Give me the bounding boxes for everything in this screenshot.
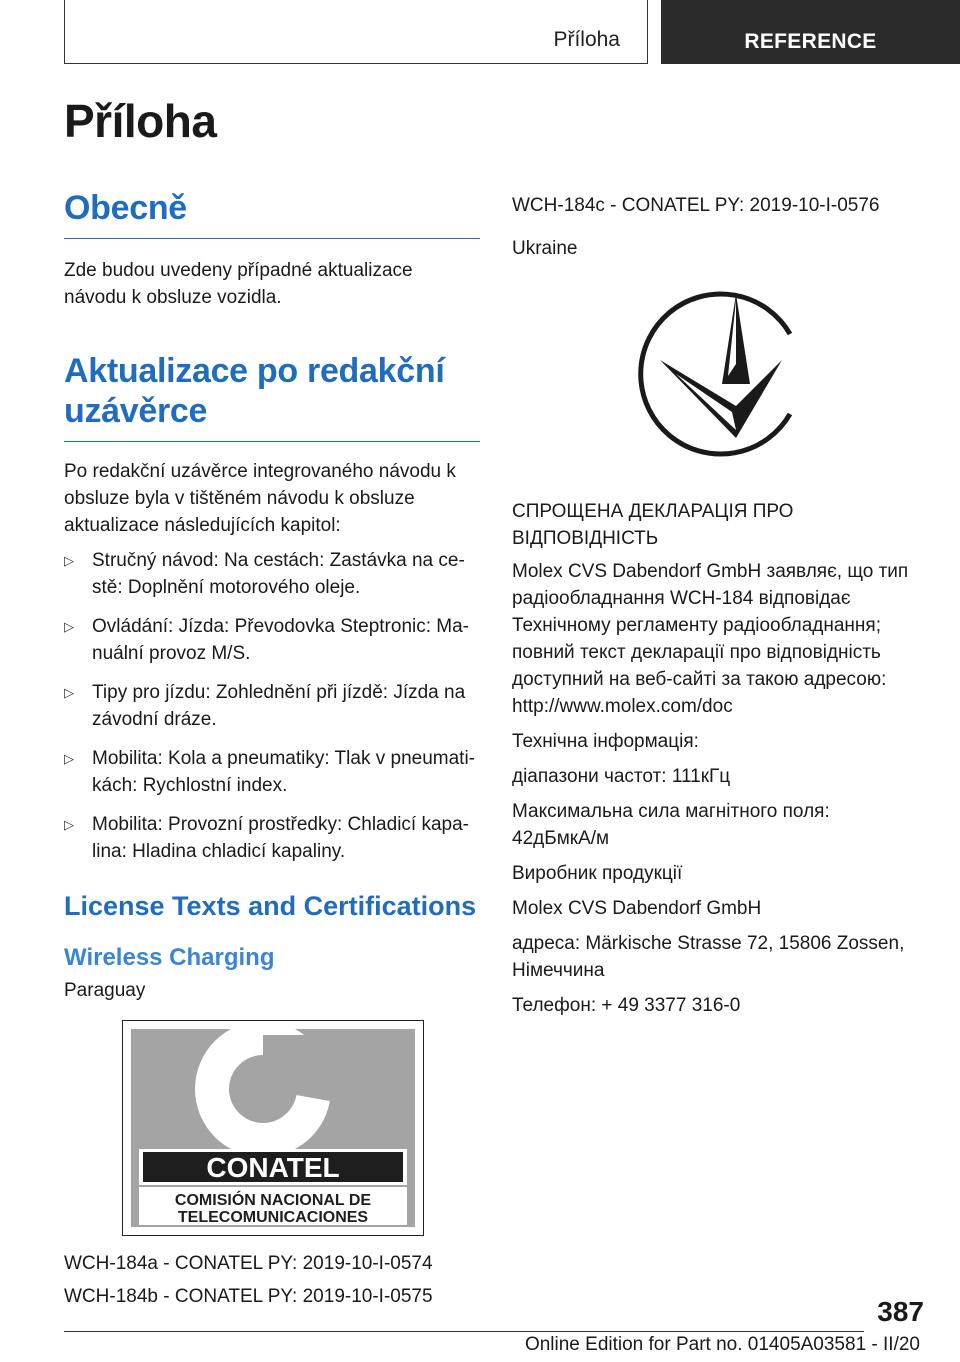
list-item: ▷ Mobilita: Kola a pneumatiky: Tlak v pneumati- kách: Rychlostní index.	[64, 745, 480, 799]
header-reference-tab[interactable]: REFERENCE	[661, 0, 960, 64]
triangle-bullet-icon: ▷	[64, 553, 74, 568]
cert-wch-184b: WCH-184b - CONATEL PY: 2019-10-I-0575	[64, 1286, 433, 1307]
footer-edition: Online Edition for Part no. 01405A03581 - II/20	[524, 1334, 920, 1355]
right-column	[512, 192, 912, 1019]
list-item: ▷ Stručný návod: Na cestách: Zastávka na ce- stě: Doplnění motorového oleje.	[64, 547, 480, 601]
conatel-wordmark: CONATEL	[206, 1152, 340, 1183]
header-section-title: Příloha	[553, 28, 620, 51]
page-number: 387	[877, 1296, 924, 1327]
left-column	[64, 188, 480, 1310]
heading-license: License Texts and Certifications	[64, 891, 477, 921]
conatel-subtitle-1: COMISIÓN NACIONAL DE	[174, 1192, 372, 1209]
page-title: Příloha	[64, 95, 217, 147]
manufacturer-address: адреса: Märkische Strasse 72, 15806 Zossen, Німеччина	[512, 933, 905, 981]
chapter-list	[64, 547, 480, 865]
triangle-bullet-icon: ▷	[64, 751, 74, 766]
manufacturer-name: Molex CVS Dabendorf GmbH	[512, 898, 762, 919]
magnetic-field: Максимальна сила магнітного поля: 42дБмкА/м	[512, 801, 830, 849]
cert-wch-184a: WCH-184a - CONATEL PY: 2019-10-I-0574	[64, 1253, 433, 1274]
paragraph-aktualizace: Po redakční uzávěrce integrovaného návodu k obsluze byla v tištěném návodu k obsluze aktualizace následujících kapitol:	[64, 461, 456, 536]
conatel-subtitle-2: TELECOMUNICACIONES	[177, 1209, 369, 1226]
list-item: ▷ Mobilita: Provozní prostředky: Chladicí kapa- lina: Hladina chladicí kapaliny.	[64, 811, 480, 865]
cert-wch-184c: WCH-184c - CONATEL PY: 2019-10-I-0576	[512, 195, 880, 216]
ukraine-conformity-mark-icon	[632, 288, 792, 478]
manufacturer-label: Виробник продукції	[512, 863, 683, 884]
conatel-logo	[122, 1020, 424, 1236]
footer-divider	[64, 1331, 864, 1332]
paragraph-paraguay: Paraguay	[64, 980, 146, 1001]
declaration-title: СПРОЩЕНА ДЕКЛАРАЦІЯ ПРО ВІДПОВІДНІСТЬ	[512, 501, 794, 549]
heading-wireless-charging: Wireless Charging	[64, 944, 275, 971]
declaration-body: Molex CVS Dabendorf GmbH заявляє, що тип радіообладнання WCH-184 відповідає Технічному регламенту радіообладнання; повний текст декларації про відповідність доступний на веб-сайті за такою адресою: http://www.molex.com/doc	[512, 561, 909, 717]
triangle-bullet-icon: ▷	[64, 619, 74, 634]
triangle-bullet-icon: ▷	[64, 685, 74, 700]
technical-info-label: Технічна інформація:	[512, 731, 699, 752]
manufacturer-phone: Телефон: + 49 3377 316-0	[512, 995, 741, 1016]
list-item: ▷ Ovládání: Jízda: Převodovka Steptronic: Ma- nuální provoz M/S.	[64, 613, 480, 667]
paragraph-ukraine: Ukraine	[512, 238, 578, 259]
heading-obecne: Obecně	[64, 188, 480, 239]
triangle-bullet-icon: ▷	[64, 817, 74, 832]
paragraph-obecne: Zde budou uvedeny případné aktualizace návodu k obsluze vozidla.	[64, 260, 413, 308]
list-item: ▷ Tipy pro jízdu: Zohlednění při jízdě: Jízda na závodní dráze.	[64, 679, 480, 733]
heading-aktualizace: Aktualizace po redakční uzávěrce	[64, 351, 480, 442]
frequency-range: діапазони частот: 111кГц	[512, 766, 731, 787]
